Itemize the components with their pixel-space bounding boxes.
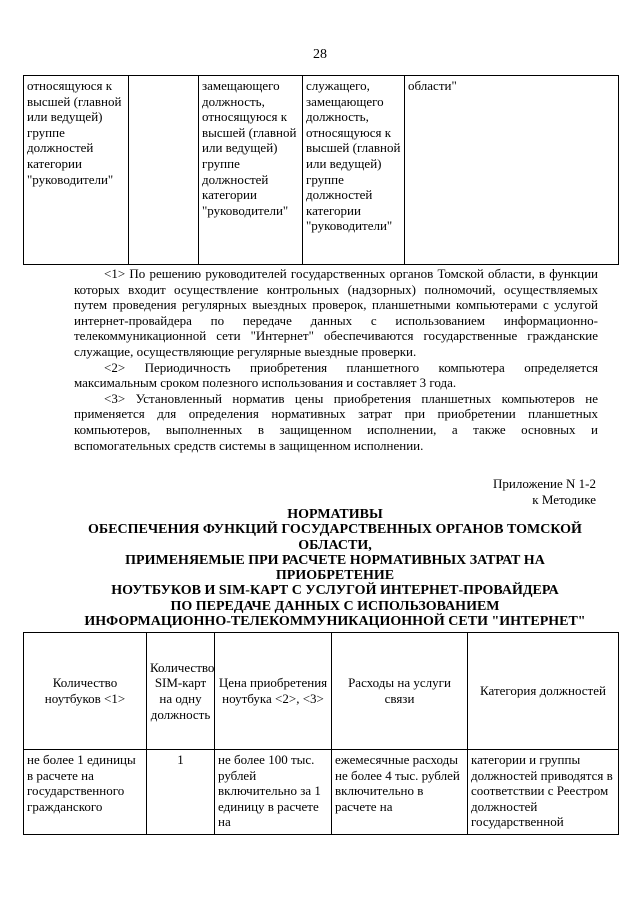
table-row	[24, 750, 619, 835]
footnote-2: <2> Периодичность приобретения планшетного компьютера определяется максимальным сроком полезного использования и составляет 3 года.	[74, 359, 598, 391]
cell-text: категории и группы должностей приводятся в соответствии с Реестром должностей государственной	[471, 752, 613, 830]
table-cell	[24, 750, 147, 835]
continued-table	[23, 75, 619, 265]
heading-line: ИНФОРМАЦИОННО-ТЕЛЕКОММУНИКАЦИОННОЙ СЕТИ "ИНТЕРНЕТ"	[84, 614, 586, 630]
column-header: Цена приобретения ноутбука <2>, <3>	[215, 633, 332, 750]
table-cell: замещающего должность, относящуюся к высшей (главной или ведущей) группе должностей категории "руководители"	[199, 76, 303, 265]
cell-text: ежемесячные расходы не более 4 тыс. рублей включительно в расчете на	[335, 752, 460, 814]
table-cell: области"	[405, 76, 619, 265]
column-header: Количество ноутбуков <1>	[24, 633, 147, 750]
table-cell	[215, 750, 332, 835]
footnotes	[74, 266, 598, 453]
heading-line: ОБЛАСТИ,	[298, 537, 372, 553]
cell-text: не более 1 единицы в расчете на государственного гражданского	[27, 752, 136, 814]
heading-line: НОУТБУКОВ И SIM-КАРТ С УСЛУГОЙ ИНТЕРНЕТ-ПРОВАЙДЕРА	[111, 583, 559, 599]
table-cell	[332, 750, 468, 835]
footnote-1: <1> По решению руководителей государственных органов Томской области, в функции которых входит осуществление контрольных (надзорных) полномочий, осуществляемых путем проведения регулярных выездных проверок, планшетными компьютерами с услугой интернет-провайдера по передаче данных с использованием информационно-телекоммуникационной сети "Интернет" обеспечиваются государственные гражданские служащие, осуществляющие регулярные выездные проверки.	[74, 266, 598, 359]
column-header: Количество SIM-карт на одну должность	[147, 633, 215, 750]
table-cell	[147, 750, 215, 835]
table-cell: служащего, замещающего должность, относящуюся к высшей (главной или ведущей) группе должностей категории "руководители"	[303, 76, 405, 265]
norms-table	[23, 632, 619, 835]
table-cell: относящуюся к высшей (главной или ведущей) группе должностей категории "руководители"	[24, 76, 129, 265]
footnote-3: <3> Установленный норматив цены приобретения планшетных компьютеров не применяется для определения нормативных затрат при приобретении планшетных компьютеров, выполненных в защищенном исполнении, а также основных и вспомогательных средств системы в защищенном исполнении.	[74, 390, 598, 453]
table-row	[24, 76, 619, 265]
heading-line: НОРМАТИВЫ	[287, 507, 383, 522]
heading-line: ПРИОБРЕТЕНИЕ	[275, 568, 395, 584]
table-cell	[468, 750, 619, 835]
document-heading	[70, 507, 600, 629]
heading-line: ПО ПЕРЕДАЧЕ ДАННЫХ С ИСПОЛЬЗОВАНИЕМ	[170, 598, 500, 614]
appendix-line: к Методике	[532, 491, 596, 507]
cell-text: 1	[177, 752, 184, 767]
appendix-label	[493, 476, 596, 507]
column-header: Категория должностей	[468, 633, 619, 750]
table-header-row	[24, 633, 619, 750]
table-cell	[129, 76, 199, 265]
heading-line: ОБЕСПЕЧЕНИЯ ФУНКЦИЙ ГОСУДАРСТВЕННЫХ ОРГАНОВ ТОМСКОЙ	[88, 522, 582, 538]
cell-text: не более 100 тыс. рублей включительно за 1 единицу в расчете на	[218, 752, 321, 830]
heading-line: ПРИМЕНЯЕМЫЕ ПРИ РАСЧЕТЕ НОРМАТИВНЫХ ЗАТРАТ НА	[125, 552, 545, 568]
column-header: Расходы на услуги связи	[332, 633, 468, 750]
appendix-line: Приложение N 1-2	[493, 476, 596, 491]
page-number: 28	[313, 47, 327, 62]
